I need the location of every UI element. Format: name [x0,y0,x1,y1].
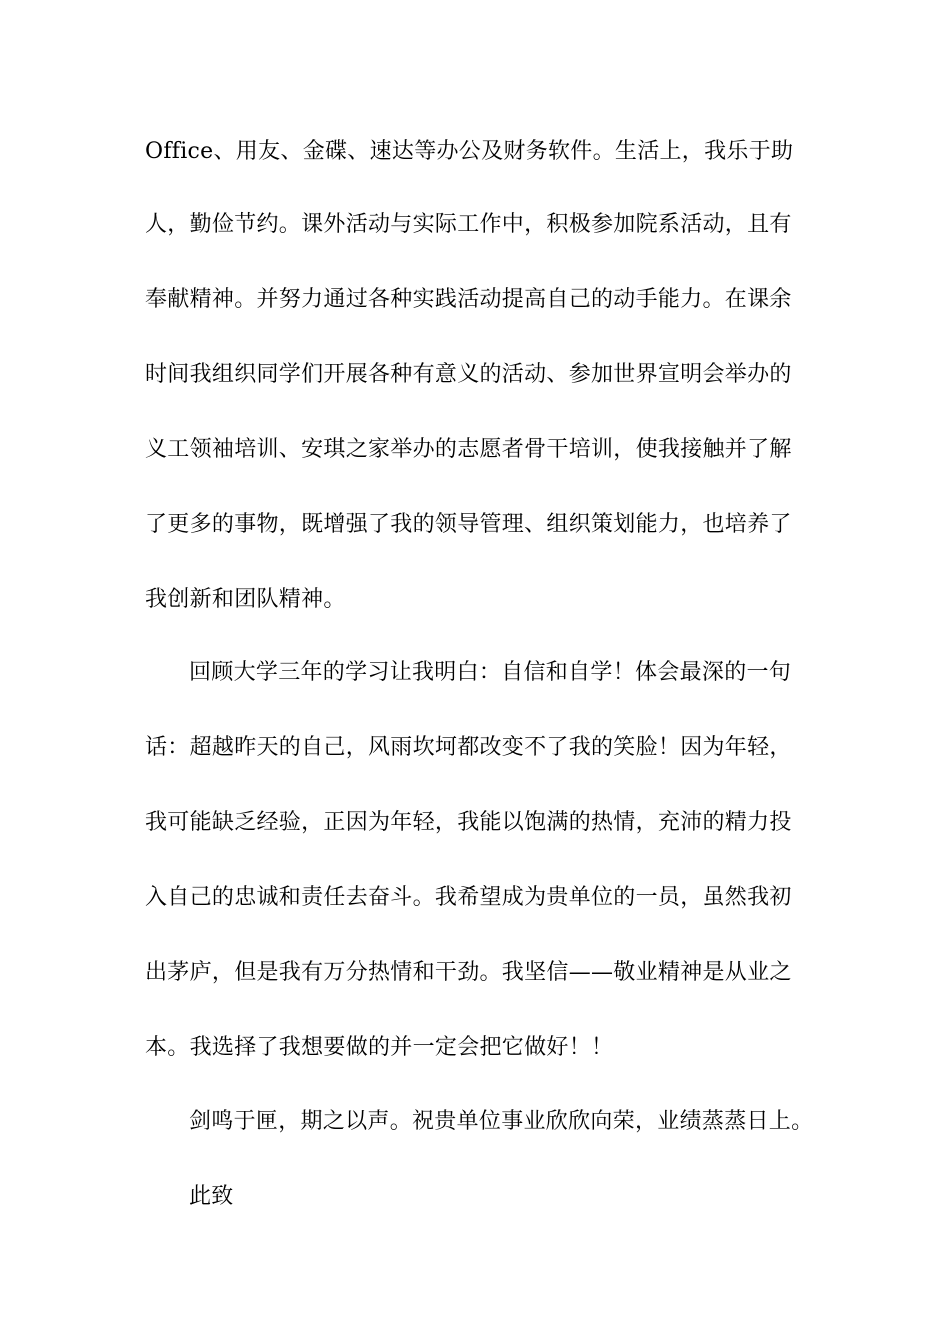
text-line: 奉献精神。并努力通过各种实践活动提高自己的动手能力。在课余 [145,287,792,312]
text-line: 了更多的事物，既增强了我的领导管理、组织策划能力，也培养了 [145,512,792,537]
text-line: 我可能缺乏经验，正因为年轻，我能以饱满的热情，充沛的精力投 [145,810,792,835]
paragraph-first-line: 回顾大学三年的学习让我明白：自信和自学！体会最深的一句 [189,660,792,685]
closing-wish-line: 剑鸣于匣，期之以声。祝贵单位事业欣欣向荣，业绩蒸蒸日上。 [189,1109,814,1134]
text-line: 本。我选择了我想要做的并一定会把它做好！！ [145,1035,614,1060]
text-line: 入自己的忠诚和责任去奋斗。我希望成为贵单位的一员，虽然我初 [145,885,792,910]
text-line: 出茅庐，但是我有万分热情和干劲。我坚信——敬业精神是从业之 [145,960,792,985]
text-line: 人，勤俭节约。课外活动与实际工作中，积极参加院系活动，且有 [145,212,792,237]
text-line: 时间我组织同学们开展各种有意义的活动、参加世界宣明会举办的 [145,362,792,387]
text-line: 话：超越昨天的自己，风雨坎坷都改变不了我的笑脸！因为年轻， [145,735,792,760]
text-line: Office、用友、金碟、速达等办公及财务软件。生活上，我乐于助 [145,139,794,164]
text-line: 我创新和团队精神。 [145,587,346,612]
salutation-line: 此致 [189,1184,234,1209]
text-line: 义工领袖培训、安琪之家举办的志愿者骨干培训，使我接触并了解 [145,437,792,462]
